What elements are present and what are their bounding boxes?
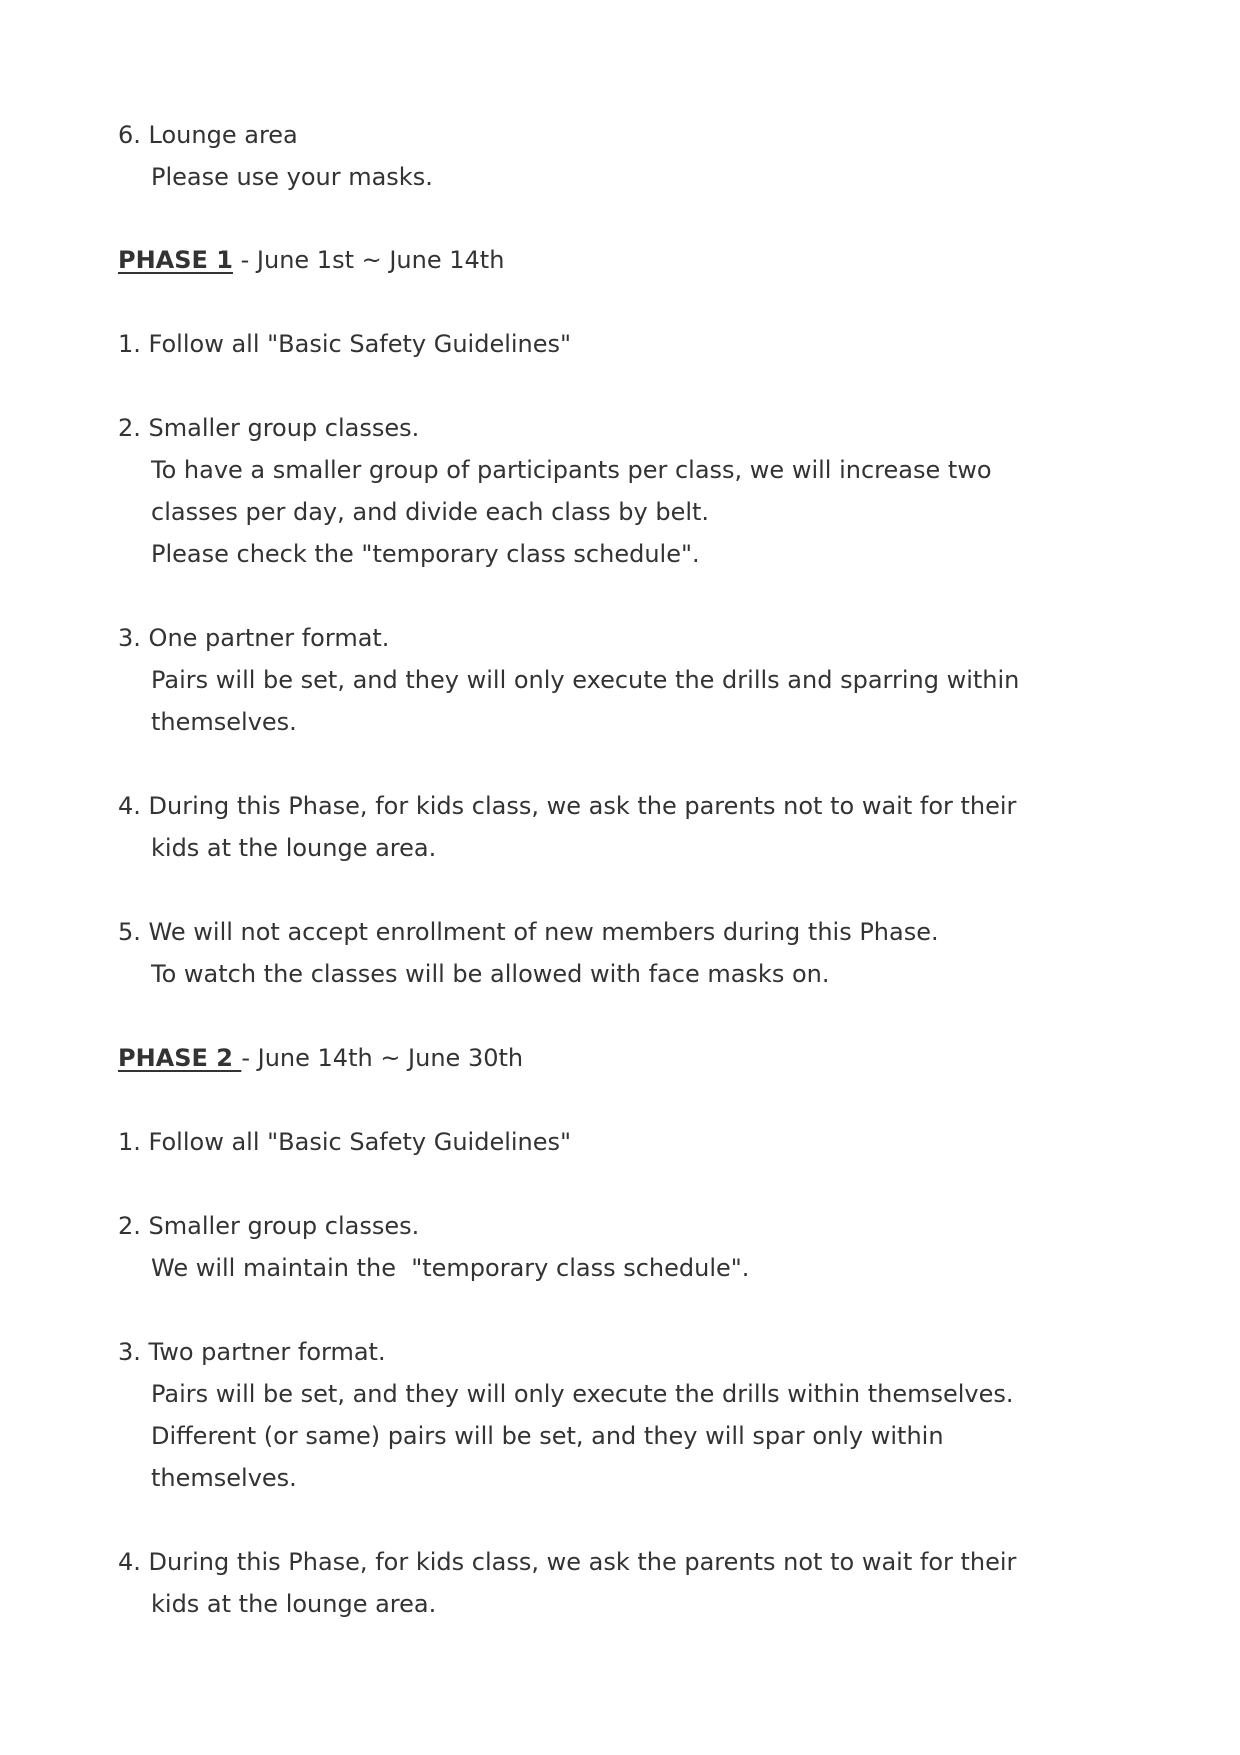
list-number: 6. xyxy=(118,121,141,149)
item-title: One partner format. xyxy=(148,624,390,652)
item-title: Lounge area xyxy=(148,121,298,149)
item-line: Pairs will be set, and they will only execute the drills within themselves. xyxy=(151,1380,1014,1408)
list-number: 5. xyxy=(118,918,141,946)
phase-label: PHASE 2 xyxy=(118,1044,242,1072)
item-title: We will not accept enrollment of new members during this Phase. xyxy=(148,918,939,946)
item-line: Different (or same) pairs will be set, and they will spar only within xyxy=(151,1422,944,1450)
item-title: Follow all "Basic Safety Guidelines" xyxy=(148,330,572,358)
phase-1-item-3 xyxy=(118,617,389,659)
item-line: We will maintain the "temporary class schedule". xyxy=(151,1254,750,1282)
item-line: To have a smaller group of participants per class, we will increase two xyxy=(151,456,992,484)
item-title: Two partner format. xyxy=(148,1338,386,1366)
item-title: During this Phase, for kids class, we ask the parents not to wait for their xyxy=(148,792,1017,820)
list-number: 1. xyxy=(118,1128,141,1156)
list-number: 2. xyxy=(118,414,141,442)
item-line: kids at the lounge area. xyxy=(151,1590,437,1618)
phase-2-item-3 xyxy=(118,1331,386,1373)
list-number: 4. xyxy=(118,1548,141,1576)
phase-dates: - June 1st ~ June 14th xyxy=(232,246,505,274)
item-line: themselves. xyxy=(151,708,297,736)
item-line: themselves. xyxy=(151,1464,297,1492)
item-line: kids at the lounge area. xyxy=(151,834,437,862)
phase-1-item-5 xyxy=(118,911,939,953)
intro-item-title xyxy=(118,114,298,156)
item-line: To watch the classes will be allowed with face masks on. xyxy=(151,960,830,988)
phase-1-item-1 xyxy=(118,323,571,365)
phase-label: PHASE 1 xyxy=(118,246,233,274)
item-line: Please check the "temporary class schedule". xyxy=(151,540,700,568)
list-number: 3. xyxy=(118,1338,141,1366)
phase-1-heading xyxy=(118,239,504,281)
item-title: Follow all "Basic Safety Guidelines" xyxy=(148,1128,572,1156)
phase-2-item-2 xyxy=(118,1205,419,1247)
item-line: classes per day, and divide each class by belt. xyxy=(151,498,710,526)
phase-2-item-4 xyxy=(118,1541,1016,1583)
item-title: Smaller group classes. xyxy=(148,1212,420,1240)
list-number: 1. xyxy=(118,330,141,358)
list-number: 2. xyxy=(118,1212,141,1240)
phase-2-item-1 xyxy=(118,1121,571,1163)
intro-item-line: Please use your masks. xyxy=(151,163,433,191)
list-number: 3. xyxy=(118,624,141,652)
phase-dates: - June 14th ~ June 30th xyxy=(241,1044,524,1072)
phase-1-item-2 xyxy=(118,407,419,449)
item-title: Smaller group classes. xyxy=(148,414,420,442)
phase-2-heading xyxy=(118,1037,523,1079)
item-title: During this Phase, for kids class, we ask the parents not to wait for their xyxy=(148,1548,1017,1576)
list-number: 4. xyxy=(118,792,141,820)
item-line: Pairs will be set, and they will only execute the drills and sparring within xyxy=(151,666,1020,694)
phase-1-item-4 xyxy=(118,785,1016,827)
